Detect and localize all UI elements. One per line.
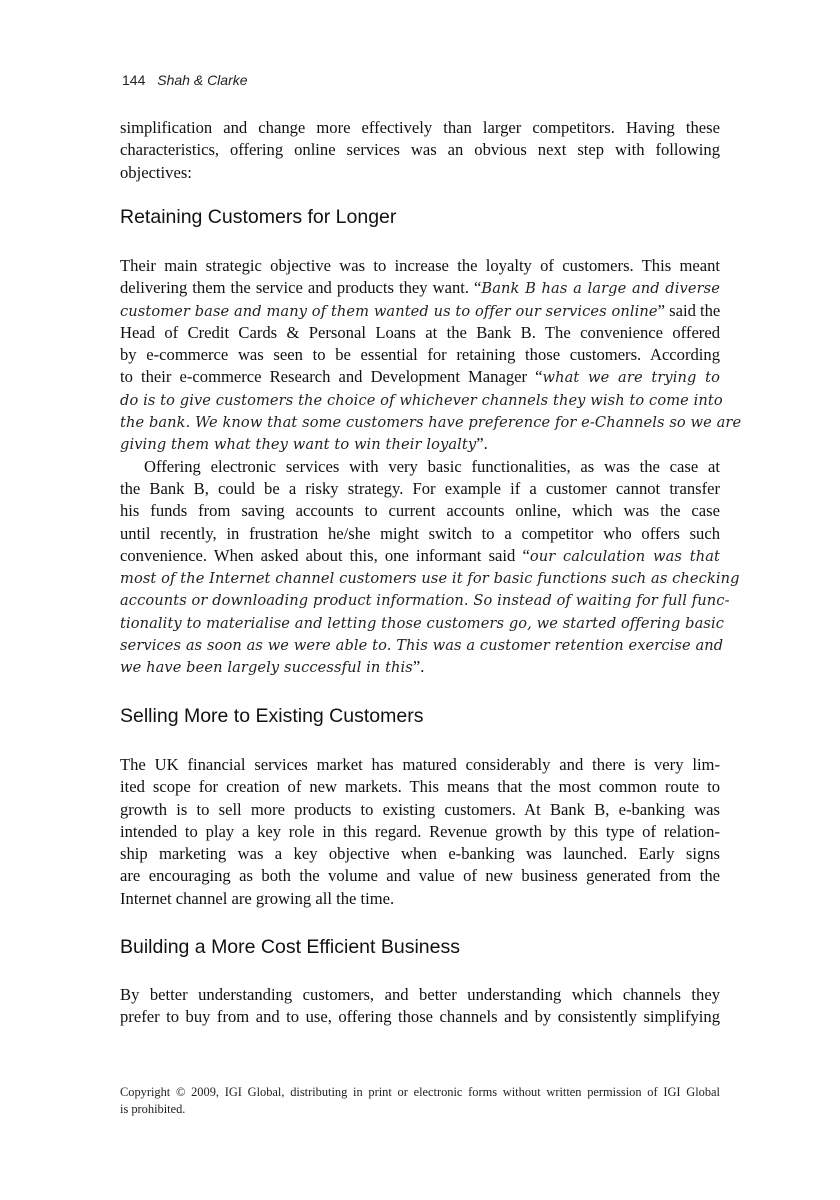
text-line <box>120 984 720 1006</box>
body-text: Offering electronic services with very basic functionalities, as was the case at <box>144 456 720 476</box>
footer-line: Copyright © 2009, IGI Global, distributing in print or electronic forms without written permission of IGI Global <box>120 1085 720 1099</box>
body-text: ”. <box>412 657 425 677</box>
text-line <box>120 255 720 277</box>
quote-text: customer base and many of them wanted us to offer our services online <box>120 302 658 320</box>
text-line <box>120 865 720 887</box>
running-head <box>122 72 248 88</box>
body-text: are encouraging as both the volume and value of new business generated from the <box>120 866 720 886</box>
running-head-authors: Shah & Clarke <box>157 72 248 88</box>
body-text: his funds from saving accounts to current accounts online, which was the case <box>120 501 720 521</box>
body-text: convenience. When asked about this, one informant said “ <box>120 545 530 565</box>
text-line <box>120 821 720 843</box>
body-text: the Bank B, could be a risky strategy. For example if a customer cannot transfer <box>120 478 720 498</box>
body-text: ”. <box>476 434 488 454</box>
body-text: by e-commerce was seen to be essential for retaining those customers. According <box>120 345 720 365</box>
quote-text: giving them what they want to win their loyalty <box>120 436 477 454</box>
text-line <box>120 344 720 366</box>
body-text: ship marketing was a key objective when e-banking was launched. Early signs <box>120 844 720 864</box>
quote-text: accounts or downloading product information. So instead of waiting for full func- <box>120 592 730 610</box>
quote-text: we have been largely successful in this <box>120 659 413 677</box>
text-line: objectives: <box>120 162 192 182</box>
body-text: ” said the <box>657 300 721 320</box>
text-line <box>120 545 720 567</box>
text-line <box>120 634 724 656</box>
text-line <box>120 656 720 678</box>
text-line <box>120 799 720 821</box>
text-line <box>120 456 720 478</box>
text-line: simplification and change more effectively than larger competitors. Having these <box>120 118 720 137</box>
quote-text: our calculation was that <box>529 547 720 565</box>
quote-text: the bank. We know that some customers have preference for e-Channels so we are <box>120 414 742 432</box>
text-line <box>120 322 720 344</box>
text-line <box>120 300 720 322</box>
body-text: growth is to sell more products to existing customers. At Bank B, e-banking was <box>120 799 720 819</box>
text-line <box>120 433 720 455</box>
text-line <box>120 612 725 634</box>
text-line <box>120 843 720 865</box>
intro-paragraph <box>120 117 720 184</box>
copyright-footer <box>120 1084 720 1118</box>
text-line <box>120 411 742 433</box>
section-paragraph <box>120 754 720 910</box>
body-text: intended to play a key role in this regard. Revenue growth by this type of relation- <box>120 821 720 841</box>
text-line <box>120 776 720 798</box>
text-line <box>120 500 720 522</box>
text-line <box>120 1006 720 1028</box>
body-text: Head of Credit Cards & Personal Loans at the Bank B. The convenience offered <box>120 322 720 342</box>
page-number: 144 <box>122 72 146 88</box>
quote-text: do is to give customers the choice of whichever channels they wish to come into <box>120 391 723 409</box>
body-text: to their e-commerce Research and Development Manager “ <box>120 367 543 387</box>
text-line <box>120 888 720 910</box>
text-line <box>120 366 720 388</box>
body-text: ited scope for creation of new markets. This means that the most common route to <box>120 777 720 797</box>
text-line <box>120 523 720 545</box>
text-line <box>120 277 720 299</box>
section-paragraph <box>120 984 720 1029</box>
body-text: Internet channel are growing all the time. <box>120 888 395 908</box>
text-line <box>120 589 730 611</box>
quote-text: tionality to materialise and letting those customers go, we started offering basic <box>120 614 725 632</box>
body-text: By better understanding customers, and better understanding which channels they <box>120 985 720 1004</box>
text-line: characteristics, offering online services was an obvious next step with following <box>120 140 720 160</box>
text-line <box>120 567 740 589</box>
body-text: delivering them the service and products they want. “ <box>120 278 482 298</box>
section-heading: Retaining Customers for Longer <box>120 206 397 228</box>
section-paragraph <box>120 255 742 679</box>
body-text: Their main strategic objective was to increase the loyalty of customers. This meant <box>120 256 720 275</box>
section-heading: Selling More to Existing Customers <box>120 705 424 727</box>
text-line <box>120 754 720 776</box>
section-heading: Building a More Cost Efficient Business <box>120 936 460 958</box>
quote-text: most of the Internet channel customers use it for basic functions such as checking <box>120 570 740 588</box>
text-line <box>120 478 720 500</box>
quote-text: Bank B has a large and diverse <box>481 280 720 298</box>
body-text: The UK financial services market has matured considerably and there is very lim- <box>120 755 720 774</box>
body-text: prefer to buy from and to use, offering those channels and by consistently simplifying <box>120 1007 720 1027</box>
quote-text: services as soon as we were able to. This was a customer retention exercise and <box>120 637 724 655</box>
footer-line: is prohibited. <box>120 1102 186 1116</box>
text-line <box>120 389 723 411</box>
quote-text: what we are trying to <box>542 369 720 387</box>
body-text: until recently, in frustration he/she might switch to a competitor who offers such <box>120 523 720 543</box>
